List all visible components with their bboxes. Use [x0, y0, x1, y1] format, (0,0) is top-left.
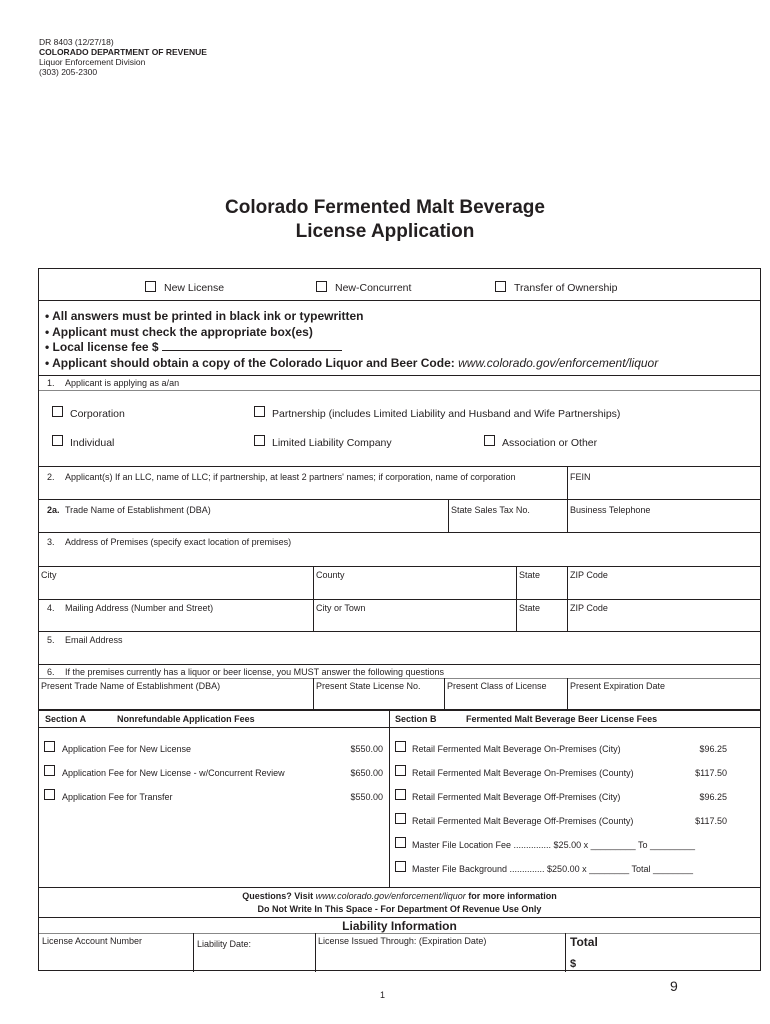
on-premises-city-label: Retail Fermented Malt Beverage On-Premises (City)	[412, 744, 621, 754]
liquor-code-link[interactable]: www.colorado.gov/enforcement/liquor	[458, 356, 659, 370]
fee-transfer-amount: $550.00	[350, 792, 383, 802]
division-phone: (303) 205-2300	[39, 67, 98, 77]
department-name: COLORADO DEPARTMENT OF REVENUE	[39, 47, 207, 57]
sales-tax-label: State Sales Tax No.	[451, 505, 530, 515]
division-name: Liquor Enforcement Division	[39, 57, 146, 67]
divider	[39, 933, 760, 934]
q1-label: Applicant is applying as a/an	[65, 378, 180, 388]
form-header	[39, 37, 207, 77]
divider	[315, 933, 316, 972]
divider	[313, 678, 314, 709]
divider	[448, 499, 449, 532]
q5-label: Email Address	[65, 635, 123, 645]
section-a-title: Nonrefundable Application Fees	[117, 714, 255, 724]
questions-link[interactable]: www.colorado.gov/enforcement/liquor	[315, 891, 466, 901]
divider	[39, 599, 760, 600]
liquor-code-label: • Applicant should obtain a copy of the Colorado Liquor and Beer Code:	[45, 356, 455, 370]
master-location-label: Master File Location Fee ............... $25.00 x _________ To _________	[412, 840, 696, 850]
instruction-line-1: • All answers must be printed in black ink or typewritten	[45, 309, 364, 323]
do-not-write-note: Do Not Write In This Space - For Department Of Revenue Use Only	[257, 904, 542, 914]
divider	[39, 300, 760, 301]
q6-number: 6.	[47, 667, 55, 677]
association-label: Association or Other	[502, 437, 598, 449]
q4-label: Mailing Address (Number and Street)	[65, 603, 214, 613]
state-label: State	[519, 570, 541, 580]
divider	[39, 678, 760, 679]
section-a-label: Section A	[45, 714, 87, 724]
q3-number: 3.	[47, 537, 55, 547]
fee-transfer-label: Application Fee for Transfer	[62, 792, 173, 802]
q4-number: 4.	[47, 603, 55, 613]
divider	[389, 709, 390, 887]
divider	[444, 678, 445, 709]
present-trade-name-label: Present Trade Name of Establishment (DBA)	[41, 681, 221, 691]
questions-prefix: Questions? Visit	[242, 891, 314, 901]
llc-label: Limited Liability Company	[272, 437, 392, 449]
off-premises-county-label: Retail Fermented Malt Beverage Off-Premises (County)	[412, 816, 634, 826]
present-class-label: Present Class of License	[447, 681, 547, 691]
off-premises-city-amount: $96.25	[699, 792, 727, 802]
fee-concurrent-checkbox[interactable]	[44, 765, 55, 776]
fee-new-license-checkbox[interactable]	[44, 741, 55, 752]
individual-checkbox[interactable]	[52, 435, 63, 446]
off-premises-county-checkbox[interactable]	[395, 813, 406, 824]
city-label: City	[41, 570, 57, 580]
on-premises-county-label: Retail Fermented Malt Beverage On-Premises (County)	[412, 768, 634, 778]
local-fee-label: • Local license fee $	[45, 340, 159, 354]
divider	[39, 664, 760, 665]
on-premises-city-checkbox[interactable]	[395, 741, 406, 752]
corporation-checkbox[interactable]	[52, 406, 63, 417]
instruction-line-3	[45, 340, 342, 356]
present-license-no-label: Present State License No.	[316, 681, 421, 691]
divider	[39, 887, 760, 888]
section-b-title: Fermented Malt Beverage Beer License Fees	[466, 714, 658, 724]
divider	[39, 631, 760, 632]
liability-title: Liability Information	[342, 919, 457, 933]
fee-transfer-checkbox[interactable]	[44, 789, 55, 800]
present-expiration-label: Present Expiration Date	[570, 681, 666, 691]
local-fee-field[interactable]	[162, 341, 342, 351]
title-line-2: License Application	[295, 221, 475, 242]
divider	[39, 499, 760, 500]
issued-through-label: License Issued Through: (Expiration Date)	[318, 936, 487, 946]
divider	[39, 709, 760, 711]
divider	[39, 390, 760, 391]
page-title	[0, 196, 770, 244]
new-license-checkbox[interactable]	[145, 281, 156, 292]
q1-number: 1.	[47, 378, 55, 388]
master-background-checkbox[interactable]	[395, 861, 406, 872]
page-mark: 9	[670, 978, 678, 994]
instruction-line-4	[45, 356, 658, 372]
zip-label: ZIP Code	[570, 570, 608, 580]
fee-new-license-label: Application Fee for New License	[62, 744, 192, 754]
divider	[567, 678, 568, 709]
off-premises-county-amount: $117.50	[695, 816, 727, 826]
individual-label: Individual	[70, 437, 115, 449]
new-concurrent-label: New-Concurrent	[335, 282, 412, 294]
total-label: Total	[570, 935, 598, 949]
instruction-line-2: • Applicant must check the appropriate box(es)	[45, 325, 313, 339]
divider	[193, 933, 194, 972]
divider	[567, 499, 568, 532]
divider	[39, 375, 760, 376]
on-premises-city-amount: $96.25	[699, 744, 727, 754]
fee-concurrent-amount: $650.00	[350, 768, 383, 778]
q6-label: If the premises currently has a liquor or beer license, you MUST answer the following questions	[65, 667, 445, 677]
off-premises-city-label: Retail Fermented Malt Beverage Off-Premises (City)	[412, 792, 621, 802]
new-concurrent-checkbox[interactable]	[316, 281, 327, 292]
divider	[39, 532, 760, 533]
corporation-label: Corporation	[70, 408, 125, 420]
page-number: 1	[380, 990, 386, 1000]
mailing-city-label: City or Town	[316, 603, 366, 613]
q5-number: 5.	[47, 635, 55, 645]
county-label: County	[316, 570, 345, 580]
section-b-label: Section B	[395, 714, 437, 724]
q3-label: Address of Premises (specify exact location of premises)	[65, 537, 292, 547]
fein-label: FEIN	[570, 472, 591, 482]
divider	[39, 466, 760, 467]
divider	[39, 566, 760, 567]
liability-date-label: Liability Date:	[197, 939, 252, 949]
partnership-label: Partnership (includes Limited Liability and Husband and Wife Partnerships)	[272, 408, 621, 420]
new-license-label: New License	[164, 282, 225, 294]
account-number-label: License Account Number	[42, 936, 143, 946]
title-line-1: Colorado Fermented Malt Beverage	[225, 197, 545, 218]
partnership-checkbox[interactable]	[254, 406, 265, 417]
fee-new-license-amount: $550.00	[350, 744, 383, 754]
mailing-state-label: State	[519, 603, 541, 613]
association-checkbox[interactable]	[484, 435, 495, 446]
off-premises-city-checkbox[interactable]	[395, 789, 406, 800]
questions-suffix: for more information	[468, 891, 557, 901]
q2-label: Applicant(s) If an LLC, name of LLC; if partnership, at least 2 partners' names; if corporation, name of corporation	[65, 472, 516, 482]
fee-concurrent-label: Application Fee for New License - w/Concurrent Review	[62, 768, 285, 778]
q2-number: 2.	[47, 472, 55, 482]
on-premises-county-checkbox[interactable]	[395, 765, 406, 776]
llc-checkbox[interactable]	[254, 435, 265, 446]
master-location-checkbox[interactable]	[395, 837, 406, 848]
on-premises-county-amount: $117.50	[695, 768, 727, 778]
business-phone-label: Business Telephone	[570, 505, 651, 515]
transfer-ownership-label: Transfer of Ownership	[514, 282, 618, 294]
form-number: DR 8403 (12/27/18)	[39, 37, 114, 47]
divider	[39, 727, 760, 728]
master-background-label: Master File Background .............. $250.00 x ________ Total ________	[412, 864, 694, 874]
mailing-zip-label: ZIP Code	[570, 603, 608, 613]
divider	[567, 466, 568, 499]
total-dollar: $	[570, 958, 577, 970]
transfer-ownership-checkbox[interactable]	[495, 281, 506, 292]
questions-line	[39, 891, 760, 902]
q2a-label: Trade Name of Establishment (DBA)	[65, 505, 211, 515]
divider	[565, 933, 566, 972]
q2a-number: 2a.	[47, 505, 60, 515]
divider	[39, 917, 760, 918]
application-form	[38, 268, 761, 971]
